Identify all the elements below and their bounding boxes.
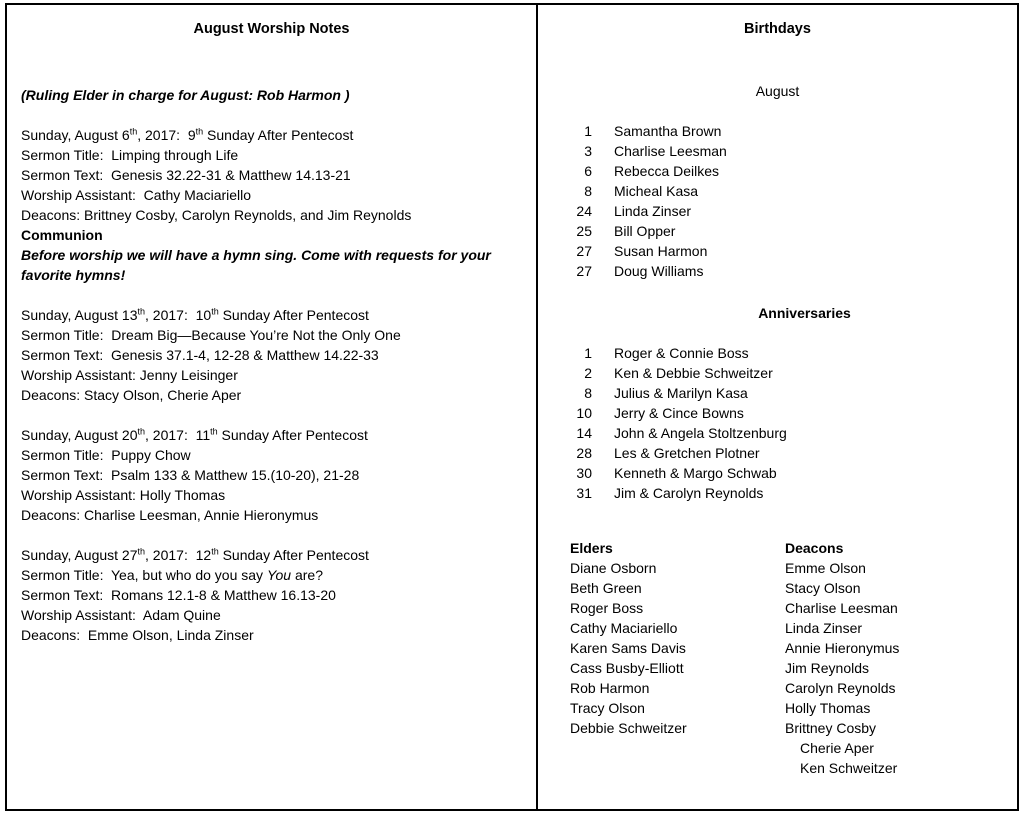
person-name: Micheal Kasa bbox=[614, 183, 699, 199]
ordinal-suffix: th bbox=[129, 126, 138, 137]
birthday-list bbox=[552, 121, 1003, 281]
service-detail-line: Worship Assistant: Cathy Maciariello bbox=[21, 187, 252, 203]
text-part: are? bbox=[291, 567, 323, 583]
date-text-part: , 2017: 11 bbox=[145, 427, 211, 443]
bulletin-page bbox=[5, 3, 1019, 811]
service-detail-line: Sermon Text: Psalm 133 & Matthew 15.(10-20), 21-28 bbox=[21, 467, 360, 483]
ordinal-suffix: th bbox=[137, 426, 146, 437]
day-number: 6 bbox=[584, 163, 592, 179]
person-name: John & Angela Stoltzenburg bbox=[614, 425, 787, 441]
date-text-part: Sunday After Pentecost bbox=[217, 427, 368, 443]
deacon-name: Stacy Olson bbox=[785, 580, 861, 596]
day-number: 8 bbox=[584, 385, 592, 401]
birthday-row bbox=[552, 261, 1003, 281]
deacons-list bbox=[785, 558, 899, 778]
service-date-line bbox=[21, 305, 522, 325]
day-number: 8 bbox=[584, 183, 592, 199]
worship-notes-column bbox=[7, 5, 538, 809]
deacon-name: Brittney Cosby bbox=[785, 720, 877, 736]
service-detail-line: Sermon Title: Limping through Life bbox=[21, 147, 239, 163]
month-heading: August bbox=[755, 83, 800, 99]
service-detail-line: Deacons: Charlise Leesman, Annie Hieronymus bbox=[21, 507, 319, 523]
anniversary-list bbox=[552, 343, 1003, 503]
service-block bbox=[21, 545, 522, 645]
service-detail-line: Deacons: Emme Olson, Linda Zinser bbox=[21, 627, 254, 643]
person-name: Les & Gretchen Plotner bbox=[614, 445, 760, 461]
ordinal-suffix: th bbox=[211, 546, 219, 557]
date-text-part: Sunday, August 13 bbox=[21, 307, 138, 323]
deacon-name: Carolyn Reynolds bbox=[785, 680, 896, 696]
day-number: 10 bbox=[576, 405, 592, 421]
person-name: Rebecca Deilkes bbox=[614, 163, 720, 179]
person-name: Susan Harmon bbox=[614, 243, 708, 259]
anniversary-row bbox=[552, 443, 1003, 463]
day-number: 31 bbox=[576, 485, 592, 501]
service-detail-line: Worship Assistant: Adam Quine bbox=[21, 607, 221, 623]
date-text-part: Sunday After Pentecost bbox=[218, 547, 369, 563]
day-number: 1 bbox=[584, 345, 592, 361]
anniversary-row bbox=[552, 403, 1003, 423]
elders-column bbox=[570, 538, 785, 778]
person-name: Doug Williams bbox=[614, 263, 704, 279]
officers-section bbox=[570, 538, 1003, 778]
service-detail-line: Communion bbox=[21, 227, 103, 243]
text-part: You bbox=[266, 567, 292, 583]
anniversary-row bbox=[552, 483, 1003, 503]
service-date-line bbox=[21, 125, 522, 145]
services bbox=[21, 125, 522, 645]
anniversary-row bbox=[552, 423, 1003, 443]
deacon-name: Linda Zinser bbox=[785, 620, 863, 636]
text-part: Sermon Title: Yea, but who do you say bbox=[21, 567, 267, 583]
date-text-part: Sunday, August 20 bbox=[21, 427, 138, 443]
elder-name: Debbie Schweitzer bbox=[570, 720, 687, 736]
person-name: Roger & Connie Boss bbox=[614, 345, 749, 361]
anniversaries-heading: Anniversaries bbox=[758, 305, 851, 321]
person-name: Charlise Leesman bbox=[614, 143, 727, 159]
person-name: Bill Opper bbox=[614, 223, 676, 239]
person-name: Kenneth & Margo Schwab bbox=[614, 465, 777, 481]
birthdays-column bbox=[538, 5, 1017, 809]
day-number: 24 bbox=[576, 203, 592, 219]
day-number: 2 bbox=[584, 365, 592, 381]
ordinal-suffix: th bbox=[137, 306, 146, 317]
day-number: 27 bbox=[576, 243, 592, 259]
deacon-name: Emme Olson bbox=[785, 560, 866, 576]
birthday-row bbox=[552, 161, 1003, 181]
birthdays-title: Birthdays bbox=[744, 21, 811, 37]
elders-list bbox=[570, 558, 785, 738]
service-block bbox=[21, 425, 522, 525]
day-number: 27 bbox=[576, 263, 592, 279]
anniversary-row bbox=[552, 363, 1003, 383]
elder-name: Roger Boss bbox=[570, 600, 644, 616]
person-name: Ken & Debbie Schweitzer bbox=[614, 365, 773, 381]
elder-name: Cass Busby-Elliott bbox=[570, 660, 684, 676]
service-detail-line: Sermon Text: Genesis 32.22-31 & Matthew 14.13-21 bbox=[21, 167, 351, 183]
ordinal-suffix: th bbox=[195, 126, 204, 137]
ordinal-suffix: th bbox=[211, 306, 219, 317]
deacon-name: Jim Reynolds bbox=[785, 660, 870, 676]
service-date-line bbox=[21, 425, 522, 445]
day-number: 25 bbox=[576, 223, 592, 239]
service-detail-line: Worship Assistant: Holly Thomas bbox=[21, 487, 226, 503]
date-text-part: Sunday, August 27 bbox=[21, 547, 138, 563]
anniversary-row bbox=[552, 343, 1003, 363]
service-detail-line: Sermon Text: Romans 12.1-8 & Matthew 16.13-20 bbox=[21, 587, 336, 603]
date-text-part: Sunday After Pentecost bbox=[203, 127, 354, 143]
worship-notes-title: August Worship Notes bbox=[193, 21, 350, 37]
service-detail-line: Deacons: Stacy Olson, Cherie Aper bbox=[21, 387, 242, 403]
day-number: 28 bbox=[576, 445, 592, 461]
elder-name: Karen Sams Davis bbox=[570, 640, 686, 656]
elder-name: Rob Harmon bbox=[570, 680, 650, 696]
birthday-row bbox=[552, 181, 1003, 201]
day-number: 14 bbox=[576, 425, 592, 441]
service-detail-line: Sermon Title: Dream Big—Because You’re Not the Only One bbox=[21, 327, 401, 343]
service-detail-line: Before worship we will have a hymn sing. Come with requests for your favorite hymns! bbox=[21, 247, 495, 283]
elder-name: Beth Green bbox=[570, 580, 642, 596]
elders-heading: Elders bbox=[570, 540, 613, 556]
deacon-name: Holly Thomas bbox=[785, 700, 871, 716]
date-text-part: Sunday, August 6 bbox=[21, 127, 130, 143]
service-date-line bbox=[21, 545, 522, 565]
deacon-name: Annie Hieronymus bbox=[785, 640, 900, 656]
person-name: Samantha Brown bbox=[614, 123, 722, 139]
ruling-elder-note: (Ruling Elder in charge for August: Rob Harmon ) bbox=[21, 87, 350, 103]
deacons-column bbox=[785, 538, 899, 778]
deacon-name: Charlise Leesman bbox=[785, 600, 898, 616]
service-detail-line: Worship Assistant: Jenny Leisinger bbox=[21, 367, 238, 383]
date-text-part: Sunday After Pentecost bbox=[218, 307, 369, 323]
birthday-row bbox=[552, 141, 1003, 161]
anniversary-row bbox=[552, 463, 1003, 483]
date-text-part: , 2017: 10 bbox=[145, 307, 212, 323]
service-detail-line: Sermon Title: Puppy Chow bbox=[21, 447, 191, 463]
ordinal-suffix: th bbox=[137, 546, 146, 557]
date-text-part: , 2017: 12 bbox=[145, 547, 212, 563]
birthday-row bbox=[552, 241, 1003, 261]
day-number: 1 bbox=[584, 123, 592, 139]
day-number: 3 bbox=[584, 143, 592, 159]
service-block bbox=[21, 125, 522, 285]
service-block bbox=[21, 305, 522, 405]
day-number: 30 bbox=[576, 465, 592, 481]
person-name: Jerry & Cince Bowns bbox=[614, 405, 744, 421]
deacon-name: Cherie Aper bbox=[800, 740, 874, 756]
person-name: Jim & Carolyn Reynolds bbox=[614, 485, 764, 501]
birthday-row bbox=[552, 201, 1003, 221]
elder-name: Tracy Olson bbox=[570, 700, 645, 716]
anniversary-row bbox=[552, 383, 1003, 403]
person-name: Linda Zinser bbox=[614, 203, 692, 219]
service-detail-line: Deacons: Brittney Cosby, Carolyn Reynolds, and Jim Reynolds bbox=[21, 207, 412, 223]
elder-name: Diane Osborn bbox=[570, 560, 657, 576]
ordinal-suffix: th bbox=[210, 426, 218, 437]
deacons-heading: Deacons bbox=[785, 540, 844, 556]
service-detail-line: Sermon Text: Genesis 37.1-4, 12-28 & Matthew 14.22-33 bbox=[21, 347, 379, 363]
elder-name: Cathy Maciariello bbox=[570, 620, 678, 636]
date-text-part: , 2017: 9 bbox=[137, 127, 196, 143]
birthday-row bbox=[552, 221, 1003, 241]
deacon-name: Ken Schweitzer bbox=[800, 760, 898, 776]
service-detail-line bbox=[21, 565, 522, 585]
birthday-row bbox=[552, 121, 1003, 141]
person-name: Julius & Marilyn Kasa bbox=[614, 385, 748, 401]
